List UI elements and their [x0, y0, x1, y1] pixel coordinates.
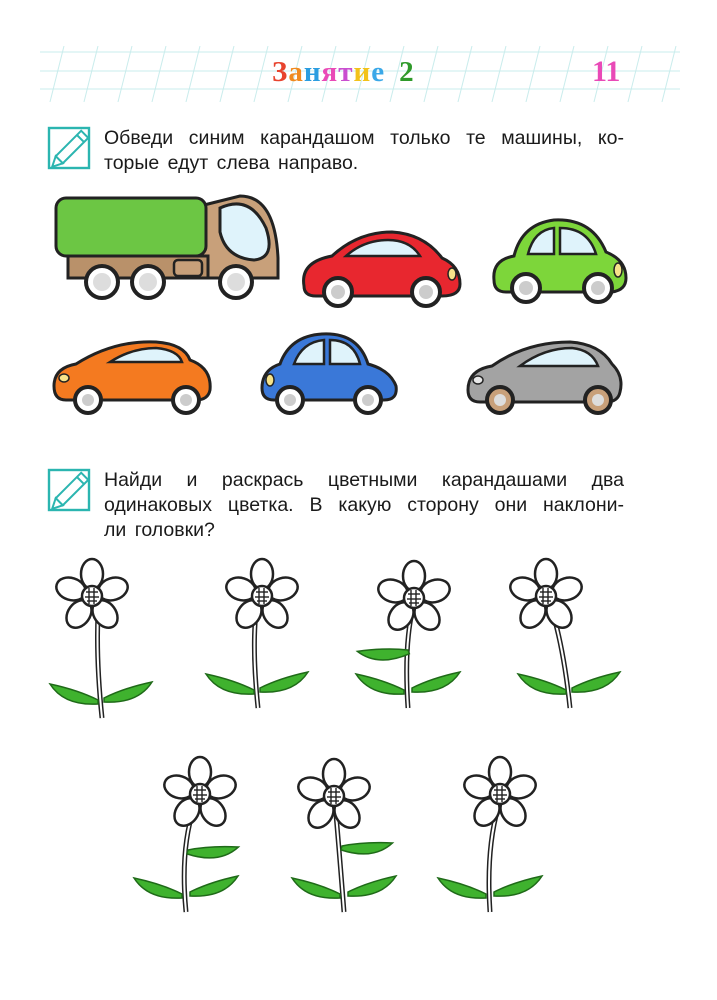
truck [56, 196, 278, 298]
flower [292, 759, 396, 912]
lesson-word [272, 56, 385, 89]
flowers-illustration [36, 550, 676, 930]
task-1-text [104, 126, 624, 176]
task-2-line-1: Найди и раскрась цветными карандашами два [104, 469, 624, 491]
pencil-icon [47, 468, 97, 514]
lesson-title [272, 56, 415, 89]
lesson-letter: н [303, 56, 322, 88]
lesson-letter: т [338, 56, 354, 88]
flower [438, 757, 542, 912]
task-2-text [104, 468, 624, 543]
page-number: 11 [592, 55, 621, 88]
lesson-letter: а [288, 56, 304, 88]
vehicles-illustration [40, 188, 680, 428]
lesson-letter: и [353, 56, 372, 88]
lesson-letter: я [321, 56, 339, 88]
flower [206, 559, 308, 708]
lesson-letter: З [272, 56, 289, 88]
task-2-line-3: ли головки? [104, 519, 215, 541]
task-1-line-1: Обведи синим карандашом только те машины, ко- [104, 127, 624, 149]
task-1-line-2: торые едут слева направо. [104, 152, 359, 174]
red-car [304, 232, 460, 306]
task-2-line-2: одинаковых цветка. В какую сторону они наклони- [104, 494, 624, 516]
grey-car [468, 342, 621, 413]
lesson-number: 2 [399, 56, 415, 88]
flower [356, 561, 460, 708]
pencil-icon [47, 126, 97, 172]
green-car [494, 220, 626, 302]
flower [50, 559, 152, 718]
lesson-letter: е [371, 56, 386, 88]
orange-car [54, 342, 210, 413]
flower [507, 559, 620, 708]
blue-car [262, 334, 396, 413]
flower [134, 757, 239, 912]
